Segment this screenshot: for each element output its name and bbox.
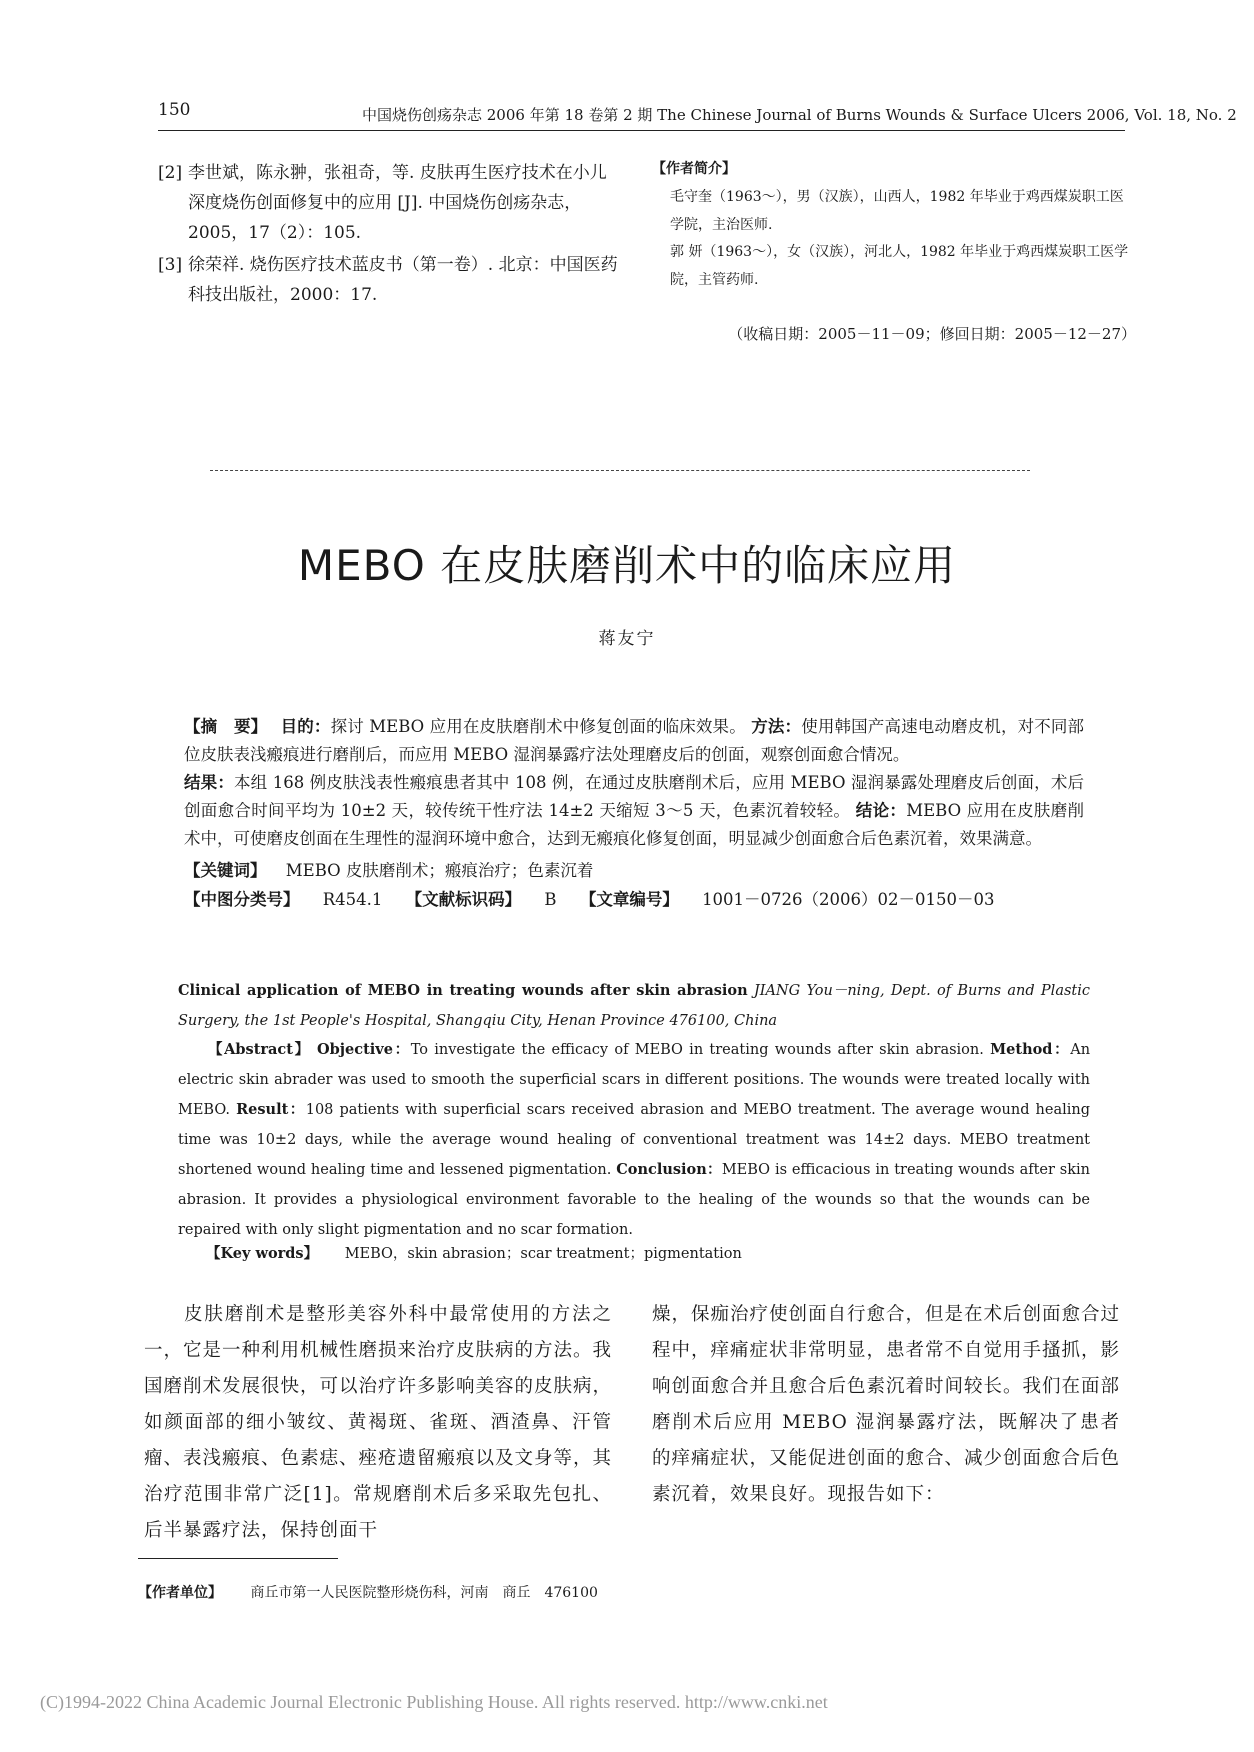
author-bio-entry: 郭 妍（1963～），女（汉族），河北人，1982 年毕业于鸡西煤炭职工医学院，主管药师. <box>670 244 1129 288</box>
article-no-value: 1001－0726（2006）02－0150－03 <box>702 890 995 909</box>
author-bio-heading: 【作者简介】 <box>652 161 736 177</box>
cn-keywords-label: 【关键词】 <box>184 861 267 880</box>
reference-item <box>158 158 618 248</box>
en-keywords <box>206 1242 1090 1263</box>
en-result: 108 patients with superficial scars received abrasion and MEBO treatment. The average wound healing time was 10±2 days, while the average wound healing of conventional treatment was 14±2 days. MEBO treatment shortened wound healing time and lessened pigmentation. <box>178 1102 1091 1178</box>
cn-keywords <box>184 857 1084 881</box>
body-column-right <box>652 1297 1120 1513</box>
doc-code-value: B <box>544 890 557 909</box>
page-number: 150 <box>158 100 191 120</box>
article-author: 蒋友宁 <box>598 629 656 649</box>
article-no-label: 【文章编号】 <box>579 890 679 909</box>
en-conclusion: MEBO is efficacious in treating wounds after skin abrasion. It provides a physiological environment favorable to the healing of the wounds so that the wounds can be repaired with only slight pigmentation and no scar formation. <box>178 1162 1091 1238</box>
footnote-rule <box>138 1558 338 1559</box>
received-dates: （收稿日期：2005－11－09；修回日期：2005－12－27） <box>728 325 1136 343</box>
en-abstract-label: 【Abstract】 <box>208 1041 311 1058</box>
cn-conclusion-label: 结论： <box>855 801 907 820</box>
reference-number: [2] <box>158 163 183 183</box>
en-title: Clinical application of MEBO in treating wounds after skin abrasion <box>178 982 748 999</box>
cn-method: 使用韩国产高速电动磨皮机，对不同部位皮肤表浅瘢痕进行磨削后，而应用 MEBO 湿润暴露疗法处理磨皮后的创面，观察创面愈合情况。 <box>184 717 1085 764</box>
en-objective: To investigate the efficacy of MEBO in treating wounds after skin abrasion. <box>410 1042 984 1058</box>
reference-text: 李世斌，陈永翀，张祖奇，等. 皮肤再生医疗技术在小儿深度烧伤创面修复中的应用 [J]. 中国烧伤创疡杂志，2005，17（2）：105. <box>188 163 607 243</box>
article-title: MEBO 在皮肤磨削术中的临床应用 <box>297 541 957 590</box>
body-text-right: 燥，保痂治疗使创面自行愈合，但是在术后创面愈合过程中，痒痛症状非常明显，患者常不自觉用手搔抓，影响创面愈合并且愈合后色素沉着时间较长。我们在面部磨削术后应用 MEBO 湿润暴露疗法，既解决了患者的痒痛症状，又能促进创面的愈合、减少创面愈合后色素沉着，效果良好。现报告如下： <box>652 1304 1121 1505</box>
header-rule <box>158 130 1125 131</box>
cn-result-label: 结果： <box>184 773 234 792</box>
running-header: 中国烧伤创疡杂志 2006 年第 18 卷第 2 期 The Chinese Journal of Burns Wounds & Surface Ulcers 2006, Vol. 18, No. 2 <box>362 106 1237 124</box>
cn-abstract-label: 【摘 要】 <box>184 717 268 736</box>
copyright-notice: (C)1994-2022 China Academic Journal Electronic Publishing House. All rights reserved. http://www.cnki.net <box>40 1692 828 1712</box>
cn-keywords-text: MEBO 皮肤磨削术；瘢痕治疗；色素沉着 <box>285 861 594 880</box>
footnote-label: 【作者单位】 <box>138 1585 222 1601</box>
en-objective-label: Objective： <box>317 1041 411 1058</box>
cn-objective: 探讨 MEBO 应用在皮肤磨削术中修复创面的临床效果。 <box>330 717 746 736</box>
doc-code-label: 【文献标识码】 <box>405 890 522 909</box>
body-text-left: 皮肤磨削术是整形美容外科中最常使用的方法之一，它是一种利用机械性磨损来治疗皮肤病的方法。我国磨削术发展很快，可以治疗许多影响美容的皮肤病，如颜面部的细小皱纹、黄褐斑、雀斑、酒渣鼻、汗管瘤、表浅瘢痕、色素痣、痤疮遗留瘢痕以及文身等，其治疗范围非常广泛[1]。常规磨削术后多采取先包扎、后半暴露疗法，保持创面干 <box>144 1304 613 1541</box>
en-method: An electric skin abrader was used to smooth the superficial scars in different positions. The wounds were treated locally with MEBO. <box>178 1042 1091 1118</box>
clc-value: R454.1 <box>322 890 383 909</box>
cn-abstract <box>184 713 1084 853</box>
cn-objective-label: 目的： <box>280 717 331 736</box>
reference-text: 徐荣祥. 烧伤医疗技术蓝皮书（第一卷）. 北京：中国医药科技出版社，2000：17. <box>188 255 618 305</box>
reference-number: [3] <box>158 255 183 275</box>
cn-conclusion: MEBO 应用在皮肤磨削术中，可使磨皮创面在生理性的湿润环境中愈合，达到无瘢痕化修复创面，明显减少创面愈合后色素沉着，效果满意。 <box>184 801 1085 848</box>
en-result-label: Result： <box>236 1101 306 1118</box>
author-affiliation-footnote <box>138 1582 598 1602</box>
cn-result: 本组 168 例皮肤浅表性瘢痕患者其中 108 例，在通过皮肤磨削术后，应用 MEBO 湿润暴露处理磨皮后创面，术后创面愈合时间平均为 10±2 天，较传统干性疗法 14±2 天缩短 3～5 天，色素沉着较轻。 <box>184 773 1085 820</box>
body-column-left <box>144 1297 612 1549</box>
en-title-line <box>178 976 1090 1036</box>
reference-item <box>158 250 618 310</box>
en-author-affiliation: JIANG You－ning, Dept. of Burns and Plastic Surgery, the 1st People's Hospital, Shangqiu City, Henan Province 476100, China <box>178 983 1090 1029</box>
en-keywords-label: 【Key words】 <box>206 1245 319 1262</box>
en-abstract <box>178 1035 1090 1245</box>
en-conclusion-label: Conclusion： <box>616 1161 722 1178</box>
reference-list <box>158 158 618 312</box>
en-method-label: Method： <box>990 1041 1071 1058</box>
author-bio-entry: 毛守奎（1963～），男（汉族），山西人，1982 年毕业于鸡西煤炭职工医学院，主治医师. <box>670 189 1124 233</box>
en-keywords-text: MEBO，skin abrasion；scar treatment；pigmentation <box>344 1246 742 1262</box>
section-divider <box>210 470 1030 471</box>
classification-line <box>184 886 1084 910</box>
cn-method-label: 方法： <box>751 717 802 736</box>
footnote-text: 商丘市第一人民医院整形烧伤科，河南 商丘 476100 <box>250 1585 598 1601</box>
clc-label: 【中图分类号】 <box>184 890 300 909</box>
